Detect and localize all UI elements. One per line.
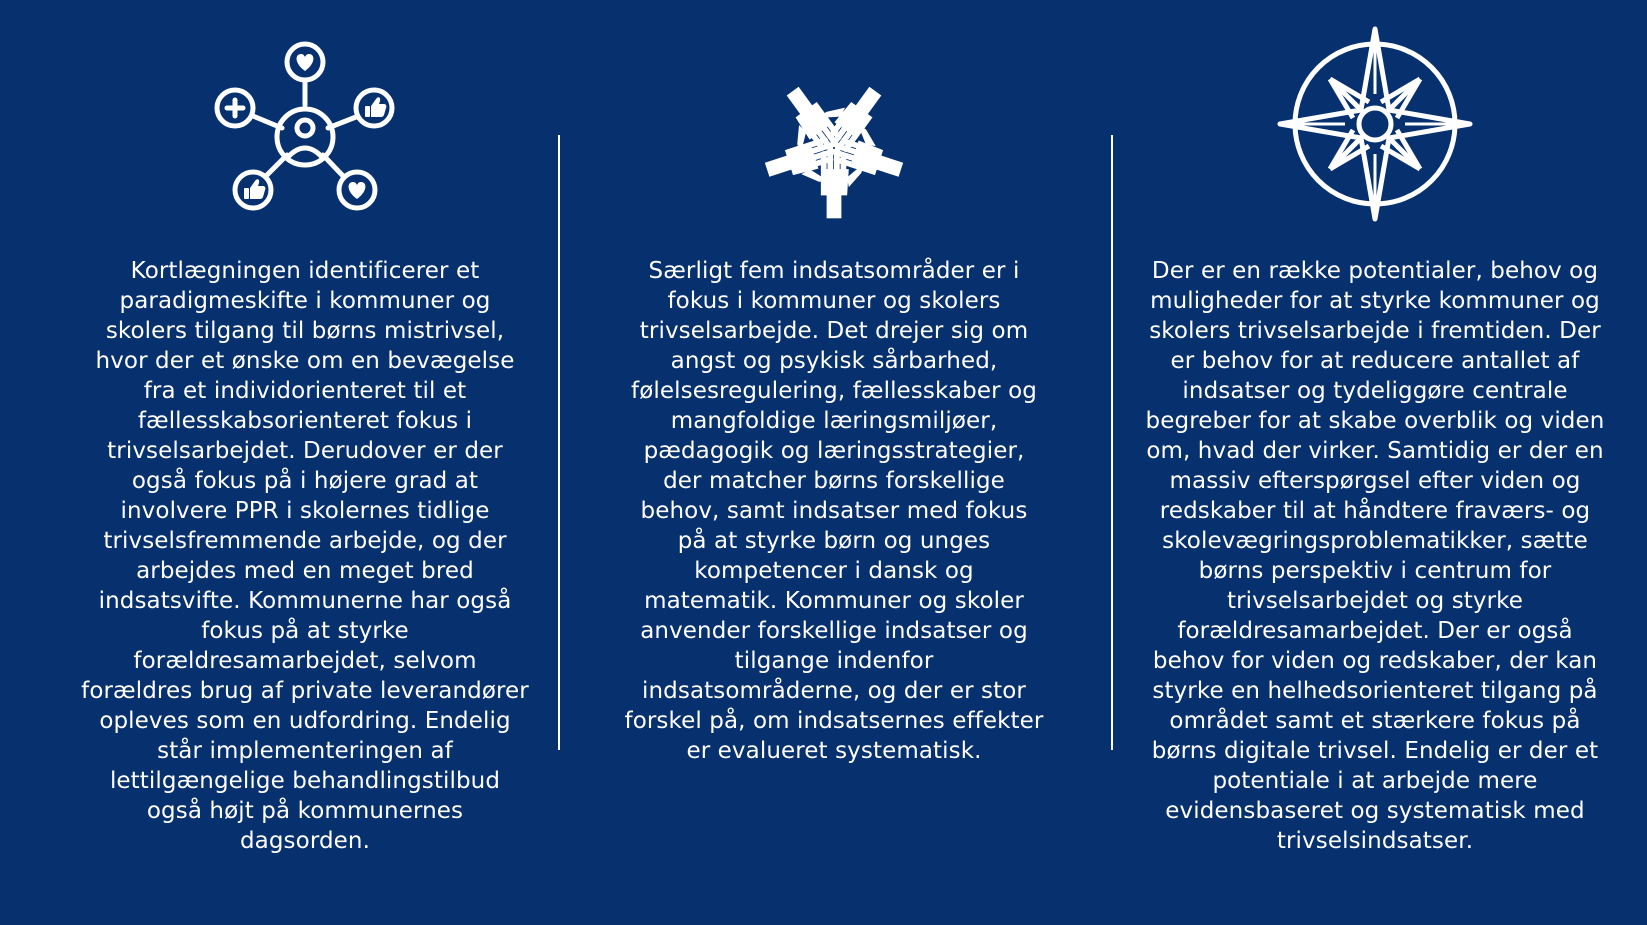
column-kortlaegning (80, 0, 530, 925)
compass-icon-wrap (1145, 27, 1605, 221)
divider-left (558, 135, 560, 750)
compass-icon (1278, 27, 1472, 221)
column-indsatsomraader (624, 0, 1044, 925)
divider-right (1111, 135, 1113, 750)
five-hands-icon-wrap (624, 68, 1044, 228)
five-hands-icon (749, 68, 919, 228)
column-potentialer (1145, 0, 1605, 925)
network-people-icon (210, 40, 400, 220)
column-text-2: Særligt fem indsatsområder er i fokus i kommuner og skolers trivselsarbejde. Det drejer sig om angst og psykisk sårbarhed, følelsesregulering, fællesskaber og mangfoldige læringsmiljøer, pædagogik og læringsstrategier, der matcher børns forskellige behov, samt indsatser med fokus på at styrke børn og unges kompetencer i dansk og matematik. Kommuner og skoler anvender forskellige indsatser og tilgange indenfor indsatsområderne, og der er stor forskel på, om indsatsernes effekter er evalueret systematisk. (624, 258, 1044, 764)
column-text-1: Kortlægningen identificerer et paradigmeskifte i kommuner og skolers tilgang til børns mistrivsel, hvor der et ønske om en bevægelse fra et individorienteret til et fællesskabsorienteret fokus i trivselsarbejdet. Derudover er der også fokus på i højere grad at involvere PPR i skolernes tidlige trivselsfremmende arbejde, og der arbejdes med en meget bred indsatsvifte. Kommunerne har også fokus på at styrke forældresamarbejdet, selvom forældres brug af private leverandører opleves som en udfordring. Endelig står implementeringen af lettilgængelige behandlingstilbud også højt på kommunernes dagsorden. (81, 258, 529, 854)
network-people-icon-wrap (80, 40, 530, 220)
column-text-3: Der er en række potentialer, behov og muligheder for at styrke kommuner og skolers trivselsarbejde i fremtiden. Der er behov for at reducere antallet af indsatser og tydeliggøre centrale begreber for at skabe overblik og viden om, hvad der virker. Samtidig er der en massiv efterspørgsel efter viden og redskaber til at håndtere fraværs- og skolevægringsproblematikker, sætte børns perspektiv i centrum for trivselsarbejdet og styrke forældresamarbejdet. Der er også behov for viden og redskaber, der kan styrke en helhedsorienteret tilgang på området samt et stærkere fokus på børns digitale trivsel. Endelig er der et potentiale i at arbejde mere evidensbaseret og systematisk med trivselsindsatser. (1145, 258, 1605, 854)
